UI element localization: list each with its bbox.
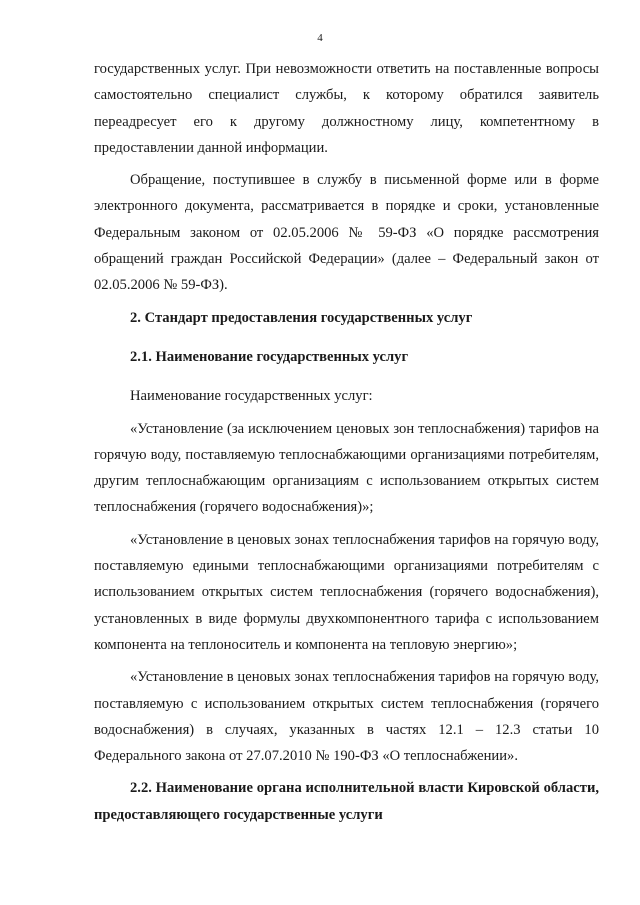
section-heading-2-2: 2.2. Наименование органа исполнительной власти Кировской области, предоставляющего государственные услуги	[94, 780, 599, 823]
paragraph-service-2: «Установление в ценовых зонах теплоснабжения тарифов на горячую воду, поставляемую едиными теплоснабжающими организациями потребителям с использованием открытых систем теплоснабжения (горячего водоснабжения), установленных в виде формулы двухкомпонентного тарифа с использованием компонента на теплоноситель и компонента на тепловую энергию»;	[94, 531, 599, 653]
document-body	[94, 56, 599, 828]
section-heading-2-1: 2.1. Наименование государственных услуг	[130, 348, 409, 365]
paragraph-services-intro: Наименование государственных услуг:	[130, 388, 373, 405]
paragraph-written-appeals: Обращение, поступившее в службу в письменной форме или в форме электронного документа, рассматривается в порядке и сроки, установленные Федеральным законом от 02.05.2006 № 59-ФЗ «О порядке рассмотрения обращений граждан Российской Федерации» (далее – Федеральный закон от 02.05.2006 № 59-ФЗ).	[94, 172, 599, 294]
page-number: 4	[317, 32, 323, 44]
paragraph-consultation-redirect: государственных услуг. При невозможности ответить на поставленные вопросы самостоятельно специалист службы, к которому обратился заявитель переадресует его к другому должностному лицу, компетентному в предоставлении данной информации.	[94, 61, 599, 156]
section-heading-2: 2. Стандарт предоставления государственных услуг	[130, 309, 473, 326]
paragraph-service-3: «Установление в ценовых зонах теплоснабжения тарифов на горячую воду, поставляемую с использованием открытых систем теплоснабжения (горячего водоснабжения) в случаях, указанных в частях 12.1 – 12.3 статьи 10 Федерального закона от 27.07.2010 № 190-ФЗ «О теплоснабжении».	[94, 669, 599, 765]
paragraph-service-1: «Установление (за исключением ценовых зон теплоснабжения) тарифов на горячую воду, поставляемую теплоснабжающими организациями потребителям, другим теплоснабжающим организациям с использованием открытых систем теплоснабжения (горячего водоснабжения)»;	[94, 420, 599, 516]
